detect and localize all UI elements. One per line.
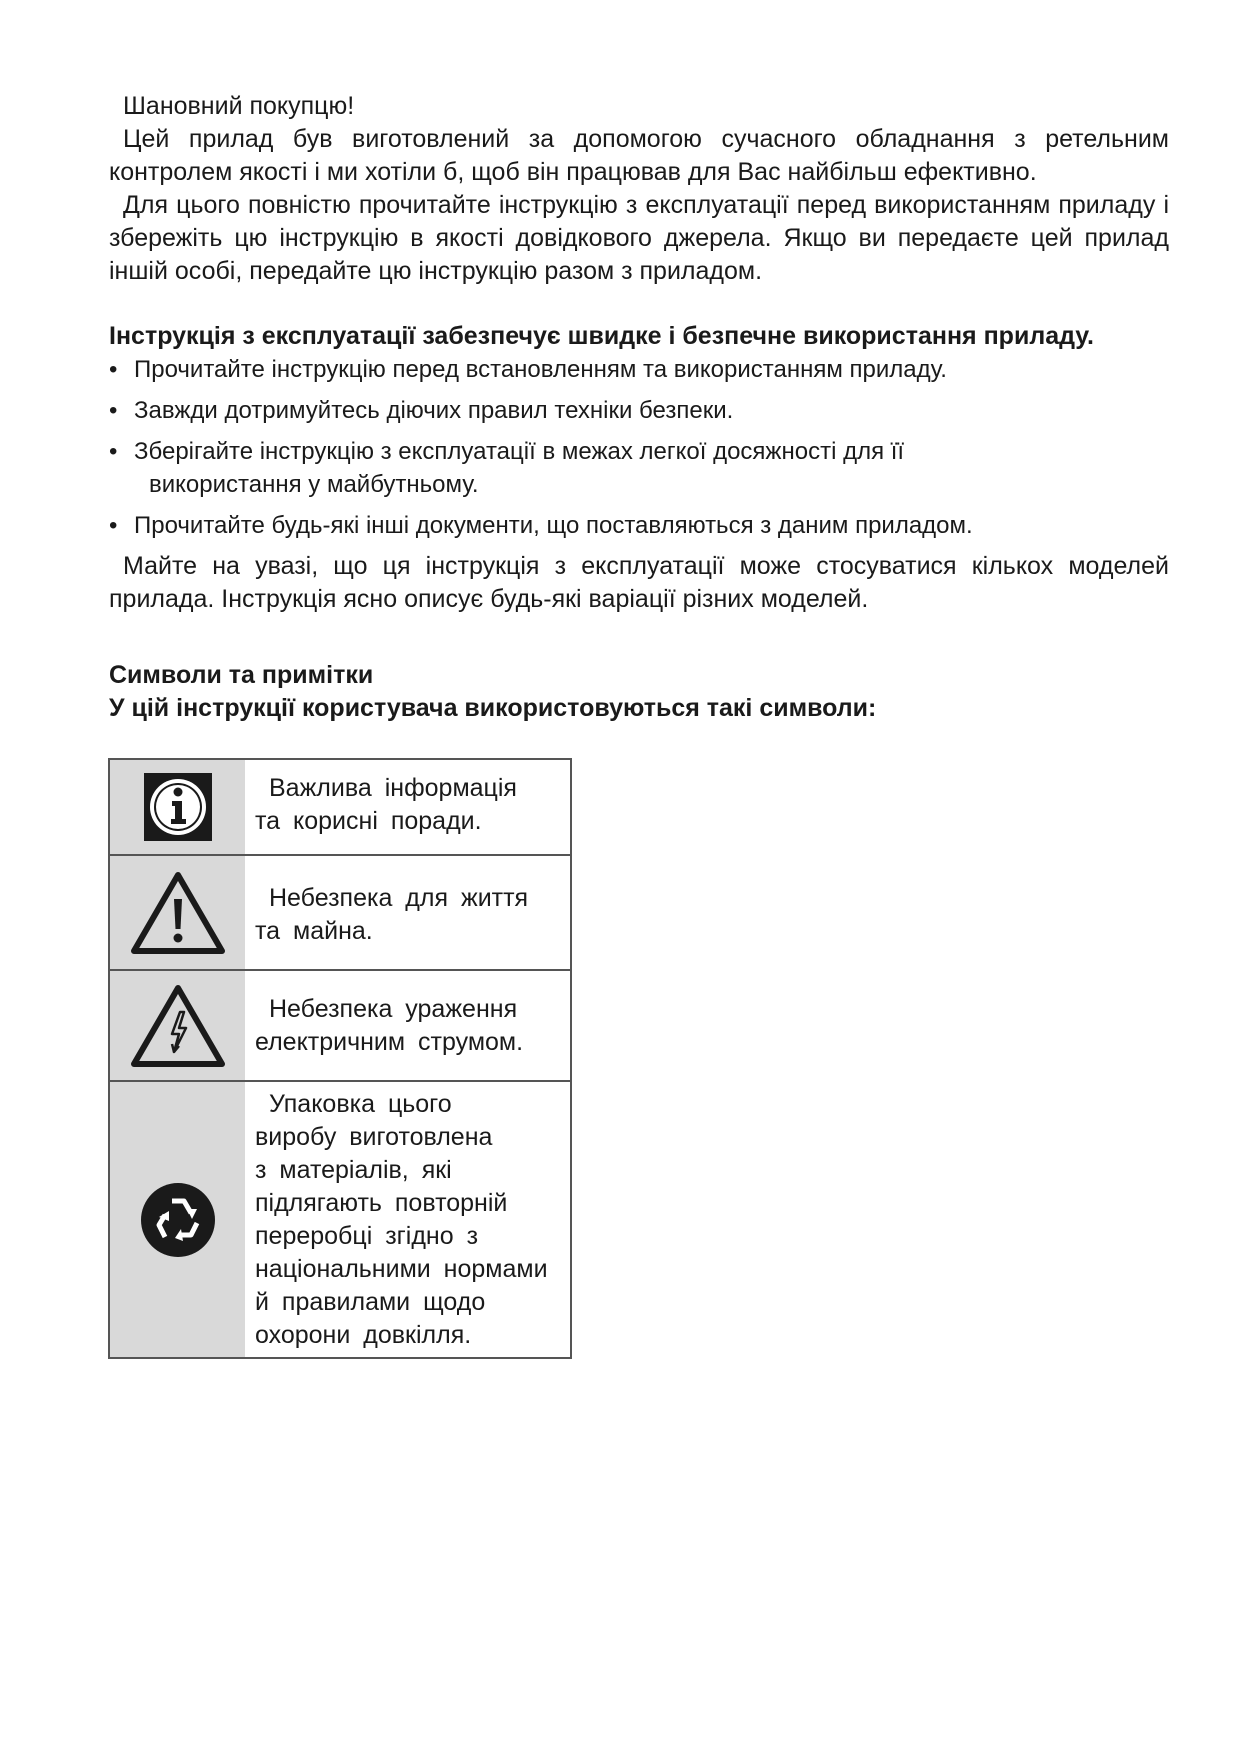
symbol-row-electric (110, 971, 570, 1082)
bullet-icon: • (109, 512, 118, 539)
bullet-icon: • (109, 438, 118, 465)
list-item (109, 394, 1169, 427)
symbol-description: Важлива інформація та корисні поради. (255, 774, 517, 835)
instructions-list (109, 353, 1169, 542)
list-item-text: Зберігайте інструкцію з експлуатації в межах легкої досяжності для її (134, 438, 905, 465)
symbols-table (108, 758, 572, 1359)
list-item (109, 509, 1169, 542)
list-item-text-continued: використання у майбутньому. (149, 471, 479, 498)
list-item (109, 353, 1169, 386)
greeting: Шановний покупцю! (123, 92, 355, 120)
symbols-subheading: У цій інструкції користувача використовуються такі символи: (109, 694, 877, 722)
document-page (109, 90, 1169, 725)
instructions-heading: Інструкція з експлуатації забезпечує швидке і безпечне використання приладу. (109, 322, 1094, 350)
intro-paragraph-2: Для цього повністю прочитайте інструкцію з експлуатації перед використанням приладу і збережіть цю інструкцію в якості довідкового джерела. Якщо ви передаєте цей прилад іншій особі, передайте цю інструкцію разом з приладом. (109, 191, 1169, 285)
symbol-icon-cell (110, 856, 245, 969)
electric-shock-icon (130, 984, 226, 1068)
symbol-icon-cell (110, 1082, 245, 1357)
info-icon (143, 772, 213, 842)
spacer (109, 288, 1169, 320)
symbol-row-info (110, 760, 570, 856)
symbols-heading: Символи та примітки (109, 661, 374, 689)
list-item-text: Завжди дотримуйтесь діючих правил техніки безпеки. (134, 397, 734, 424)
models-note: Майте на увазі, що ця інструкція з експлуатації може стосуватися кількох моделей прилада. Інструкція ясно описує будь-які варіації різних моделей. (109, 552, 1169, 613)
warning-icon (130, 871, 226, 955)
list-item (109, 435, 1169, 501)
bullet-icon: • (109, 356, 118, 383)
symbol-description: Небезпека ураження електричним струмом. (255, 995, 524, 1056)
list-item-text: Прочитайте інструкцію перед встановленням та використанням приладу. (134, 356, 947, 383)
symbol-icon-cell (110, 760, 245, 854)
symbol-row-warning (110, 856, 570, 971)
recycle-icon (139, 1181, 217, 1259)
symbol-icon-cell (110, 971, 245, 1080)
symbol-description: Упаковка цього виробу виготовлена з матеріалів, які підлягають повторній переробці згідно з національними нормами й правилами щодо охорони довкілля. (255, 1090, 548, 1349)
symbol-description: Небезпека для життя та майна. (255, 884, 529, 945)
bullet-icon: • (109, 397, 118, 424)
intro-paragraph-1: Цей прилад був виготовлений за допомогою сучасного обладнання з ретельним контролем якості і ми хотіли б, щоб він працював для Вас найбільш ефективно. (109, 125, 1169, 186)
symbol-row-recycle (110, 1082, 570, 1357)
list-item-text: Прочитайте будь-які інші документи, що поставляються з даним приладом. (134, 512, 973, 539)
spacer (109, 616, 1169, 659)
